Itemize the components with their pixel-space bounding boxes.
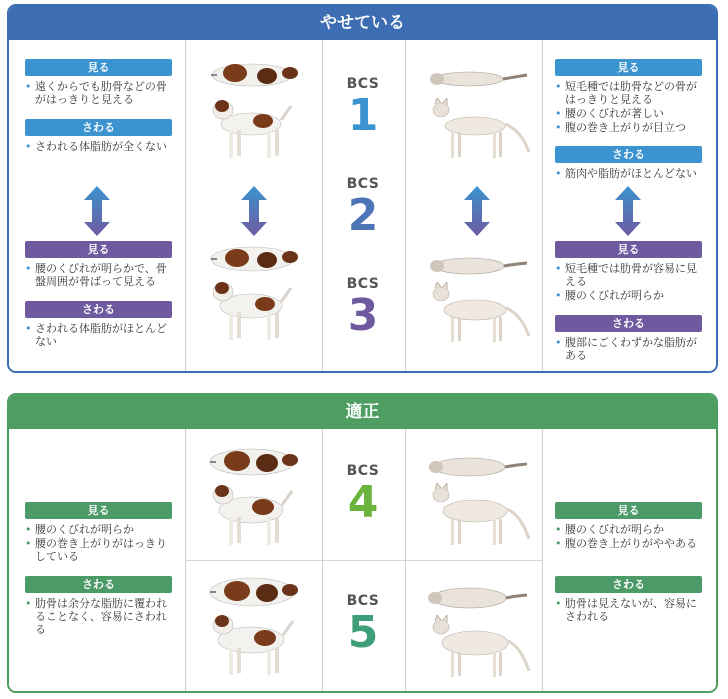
cat-side-view (425, 615, 533, 681)
cat-bcs3-touch-list (555, 336, 705, 363)
list-item: • 腰のくびれが著しい (555, 107, 705, 120)
bcs-1-marker (323, 76, 403, 141)
see-label: 見る (555, 241, 702, 258)
thin-section-body (9, 40, 716, 371)
double-arrow-icon (464, 186, 490, 236)
divider (185, 560, 542, 561)
list-item: • 肋骨は余分な脂肪に覆われることなく、容易にさわれる (25, 597, 175, 636)
list-item: • 腹部にごくわずかな脂肪がある (555, 336, 705, 362)
dog-side-view (205, 483, 301, 549)
see-label: 見る (25, 502, 172, 519)
cat-side-view (425, 98, 533, 162)
dog-bcs3-see-list (25, 262, 175, 289)
list-item: • さわれる体脂肪がほとんどない (25, 322, 175, 348)
divider (185, 40, 186, 371)
cat-top-view (425, 455, 529, 479)
cat-bcs1-touch-list (555, 167, 705, 181)
cat-bcs1-see-list (555, 80, 705, 135)
see-label: 見る (555, 502, 702, 519)
dog-bcs45-see-list (25, 523, 175, 564)
dog-side-view (205, 98, 301, 162)
divider (405, 40, 406, 371)
dog-top-view (207, 445, 299, 479)
cat-top-view (425, 68, 529, 90)
dog-bcs45-touch-list (25, 597, 175, 637)
see-label: 見る (25, 59, 172, 76)
bcs-tag: BCS (346, 76, 380, 92)
bcs-number: 1 (347, 90, 379, 141)
dog-bcs1-see-list (25, 80, 175, 107)
dog-top-view (207, 58, 299, 92)
bcs-3-marker (323, 276, 403, 341)
thin-section-title: やせている (9, 6, 716, 40)
see-label: 見る (25, 241, 172, 258)
double-arrow-icon (241, 186, 267, 236)
bcs-2-marker (323, 176, 403, 241)
list-item: • 遠くからでも肋骨などの骨がはっきりと見える (25, 80, 175, 106)
list-item: • 腰のくびれが明らか (555, 289, 705, 302)
touch-label: さわる (555, 576, 702, 593)
touch-label: さわる (25, 576, 172, 593)
thin-section (7, 4, 718, 373)
dog-side-view (205, 280, 301, 344)
cat-side-view (425, 483, 533, 549)
bcs-4-marker (323, 463, 403, 528)
list-item: • 筋肉や脂肪がほとんどない (555, 167, 705, 180)
list-item: • 腹の巻き上がりが目立つ (555, 121, 705, 134)
list-item: • 腰のくびれが明らか (555, 523, 705, 536)
double-arrow-icon (615, 186, 641, 236)
dog-bcs1-touch-list (25, 140, 175, 154)
bcs-number: 2 (347, 190, 379, 241)
bcs-number: 4 (347, 477, 379, 528)
list-item: • 短毛種では肋骨が容易に見える (555, 262, 705, 288)
dog-bcs3-touch-list (25, 322, 175, 349)
divider (542, 429, 543, 691)
bcs-tag: BCS (346, 593, 380, 609)
cat-bcs45-touch-list (555, 597, 705, 624)
bcs-number: 3 (347, 290, 379, 341)
touch-label: さわる (25, 119, 172, 136)
dog-side-view (205, 613, 301, 679)
list-item: • 短毛種では肋骨などの骨がはっきりと見える (555, 80, 705, 106)
list-item: • 腰の巻き上がりがはっきりしている (25, 537, 175, 563)
list-item: • さわれる体脂肪が全くない (25, 140, 175, 153)
normal-section (7, 393, 718, 693)
list-item: • 腹の巻き上がりがややある (555, 537, 705, 550)
cat-top-view (425, 254, 529, 278)
list-item: • 肋骨は見えないが、容易にさわれる (555, 597, 705, 623)
double-arrow-icon (84, 186, 110, 236)
dog-top-view (207, 575, 299, 609)
bcs-5-marker (323, 593, 403, 658)
cat-bcs45-see-list (555, 523, 705, 551)
bcs-tag: BCS (346, 463, 380, 479)
cat-side-view (425, 282, 533, 346)
touch-label: さわる (25, 301, 172, 318)
cat-bcs3-see-list (555, 262, 705, 303)
normal-section-body (9, 429, 716, 691)
cat-top-view (425, 585, 529, 611)
touch-label: さわる (555, 315, 702, 332)
divider (542, 40, 543, 371)
bcs-number: 5 (347, 607, 379, 658)
normal-section-title: 適正 (9, 395, 716, 429)
list-item: • 腰のくびれが明らか (25, 523, 175, 536)
see-label: 見る (555, 59, 702, 76)
bcs-tag: BCS (346, 176, 380, 192)
bcs-tag: BCS (346, 276, 380, 292)
list-item: • 腰のくびれが明らかで、骨盤周囲が骨ばって見える (25, 262, 175, 288)
touch-label: さわる (555, 146, 702, 163)
dog-top-view (207, 242, 299, 276)
